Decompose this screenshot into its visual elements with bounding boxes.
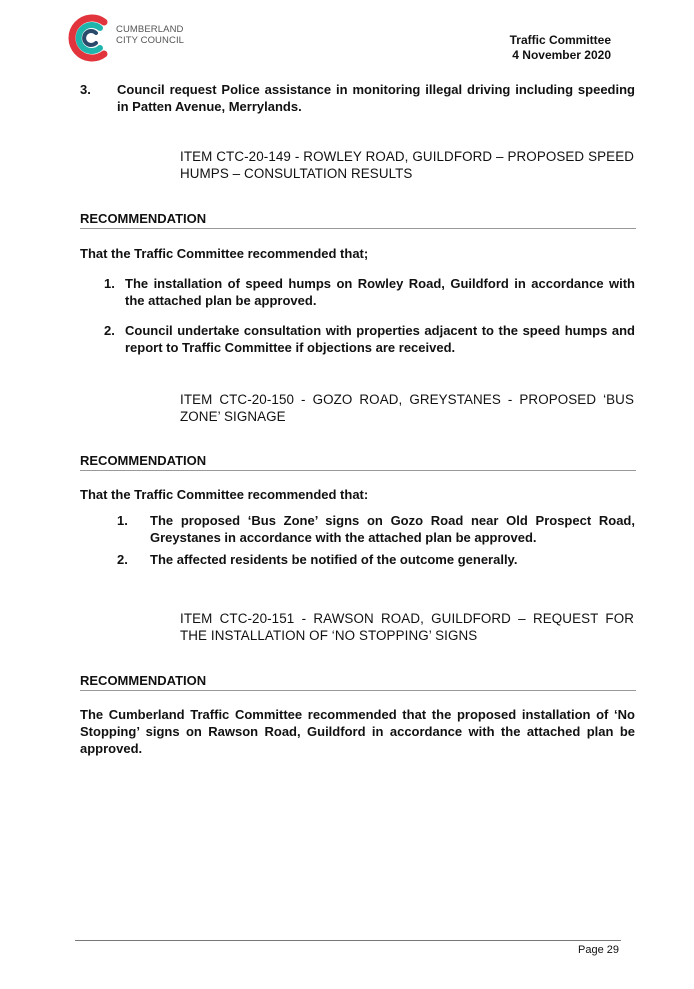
point-number: 2. (104, 323, 115, 338)
point-text: The affected residents be notified of the outcome generally. (150, 552, 518, 567)
point-number: 2. (117, 552, 128, 567)
prev-item-number: 3. (80, 82, 91, 97)
recommendation-heading: RECOMMENDATION (80, 453, 636, 471)
logo-line2: CITY COUNCIL (116, 35, 185, 46)
recommendation-text: The Cumberland Traffic Committee recommended that the proposed installation of ‘No Stopping’ signs on Rawson Road, Guildford in accordance with the attached plan be approved. (80, 707, 635, 756)
document-header (510, 33, 611, 63)
recommendation-intro: That the Traffic Committee recommended that; (80, 246, 369, 261)
recommendation-heading: RECOMMENDATION (80, 673, 636, 691)
point-text: Council undertake consultation with properties adjacent to the speed humps and report to Traffic Committee if objections are received. (125, 323, 635, 355)
recommendation-intro: That the Traffic Committee recommended that: (80, 487, 369, 502)
item-title: ITEM CTC-20-150 - GOZO ROAD, GREYSTANES - PROPOSED ‘BUS ZONE’ SIGNAGE (180, 392, 634, 424)
committee-name: Traffic Committee (509, 33, 611, 47)
cumberland-logo-icon (64, 12, 116, 64)
logo-text (116, 24, 184, 46)
recommendation-heading: RECOMMENDATION (80, 211, 636, 229)
meeting-date: 4 November 2020 (512, 48, 611, 62)
footer-divider (75, 940, 621, 941)
page-number: Page 29 (578, 944, 619, 956)
point-text: The proposed ‘Bus Zone’ signs on Gozo Road near Old Prospect Road, Greystanes in accordance with the attached plan be approved. (150, 513, 635, 545)
point-text: The installation of speed humps on Rowley Road, Guildford in accordance with the attached plan be approved. (125, 276, 635, 308)
item-title: ITEM CTC-20-151 - RAWSON ROAD, GUILDFORD – REQUEST FOR THE INSTALLATION OF ‘NO STOPPING’ SIGNS (180, 611, 634, 643)
point-number: 1. (104, 276, 115, 291)
point-number: 1. (117, 513, 128, 528)
prev-item-text: Council request Police assistance in monitoring illegal driving including speeding in Patten Avenue, Merrylands. (117, 82, 635, 114)
logo-line1: CUMBERLAND (116, 24, 184, 35)
item-title: ITEM CTC-20-149 - ROWLEY ROAD, GUILDFORD – PROPOSED SPEED HUMPS – CONSULTATION RESULTS (180, 149, 634, 181)
